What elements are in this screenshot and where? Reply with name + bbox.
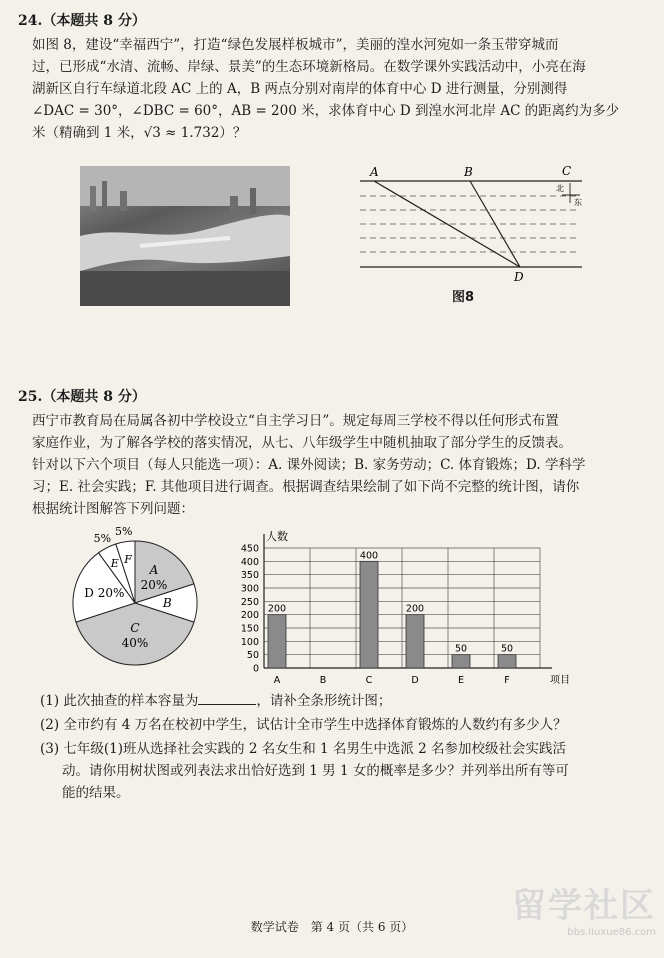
pie-percent-f: 5%: [115, 524, 133, 538]
x-tick-label: F: [504, 675, 510, 686]
q25-line: 西宁市教育局在局属各初中学校设立“自主学习日”。规定每周三学校不得以任何形式布置: [32, 413, 559, 429]
bar-a: [268, 615, 286, 668]
pie-label-e: E: [110, 557, 119, 571]
y-tick-label: 300: [240, 583, 259, 595]
y-tick-label: 450: [240, 543, 259, 555]
x-tick-label: E: [457, 675, 465, 686]
x-tick-label: C: [365, 675, 373, 686]
pie-percent-a: 20%: [140, 577, 168, 592]
q25-sub3-line: 能的结果。: [62, 785, 130, 801]
q25-sub1: [40, 690, 630, 712]
y-tick-label: 100: [240, 636, 259, 648]
point-b-label: B: [464, 165, 473, 179]
y-tick-label: 250: [240, 596, 259, 608]
y-tick-label: 50: [246, 650, 259, 662]
q25-line: 习；E. 社会实践；F. 其他项目进行调查。根据调查结果绘制了如下尚不完整的统计图，请你: [32, 479, 580, 495]
q25-text: [32, 410, 632, 520]
answer-blank: [198, 690, 256, 705]
compass-north-label: 北: [556, 184, 564, 193]
q24-text: [32, 34, 632, 144]
q25-title: 25.（本题共 8 分）: [18, 389, 146, 405]
q24-line: 过，已形成“水清、流畅、岸绿、景美”的生态环境新格局。在数学课外实践活动中，小亮在海: [32, 59, 586, 75]
bar-d: [406, 615, 424, 668]
point-d-label: D: [514, 270, 524, 284]
q24-line: 湖新区自行车绿道北段 AC 上的 A，B 两点分别对南岸的体育中心 D 进行测量，分别测得: [32, 81, 568, 97]
y-tick-label: 350: [240, 570, 259, 582]
bar-value-label: 200: [405, 603, 425, 615]
river-aerial-photo: [80, 166, 290, 306]
pie-chart: [65, 524, 205, 677]
q24-line: ∠DAC = 30°，∠DBC = 60°，AB = 200 米，求体育中心 D 到湟水河北岸 AC 的距离约为多少: [32, 103, 620, 119]
y-tick-label: 400: [240, 556, 259, 568]
pie-percent-e: 5%: [93, 531, 112, 545]
q24-title: 24.（本题共 8 分）: [18, 13, 146, 29]
q25-sub3-line: 动。请你用树状图或列表法求出恰好选到 1 男 1 女的概率是多少？并列举出所有等可: [62, 763, 569, 779]
y-axis-label: 人数: [266, 530, 288, 543]
q25-sub1-text-a: (1) 此次抽查的样本容量为: [40, 693, 199, 709]
point-a-label: A: [370, 165, 379, 179]
q24-line: 米（精确到 1 米，√3 ≈ 1.732）？: [32, 125, 247, 141]
figure-caption: 图8: [452, 290, 475, 305]
pie-label-a: A: [149, 562, 159, 577]
q25-sub1-text-b: ，请补全条形统计图；: [256, 693, 392, 709]
bar-f: [498, 655, 516, 668]
pie-percent-d: D 20%: [84, 586, 125, 601]
pie-label-f: F: [124, 552, 132, 566]
q25-sub3: [40, 738, 630, 804]
pie-label-c: C: [130, 621, 140, 636]
pie-label-b: B: [162, 596, 172, 610]
q25-sub3-line: (3) 七年级(1)班从选择社会实践的 2 名女生和 1 名男生中选派 2 名参加校级社会实践活: [40, 741, 567, 757]
x-axis-label: 项目: [550, 675, 570, 686]
bar-value-label: 200: [267, 603, 287, 615]
x-tick-label: A: [273, 675, 281, 686]
bar-value-label: 400: [359, 550, 379, 562]
bar-value-label: 50: [454, 643, 468, 655]
x-tick-label: D: [411, 675, 419, 686]
q24-line: 如图 8，建设“幸福西宁”，打造“绿色发展样板城市”，美丽的湟水河宛如一条玉带穿城而: [32, 37, 559, 53]
watermark-url: bbs.liuxue86.com: [567, 927, 656, 938]
bar-value-label: 50: [500, 643, 514, 655]
q25-sub2-text: (2) 全市约有 4 万名在校初中学生，试估计全市学生中选择体育锻炼的人数约有多少人？: [40, 717, 567, 733]
bar-e: [452, 655, 470, 668]
q25-sub2: [40, 714, 630, 736]
q25-line: 根据统计图解答下列问题：: [32, 501, 194, 517]
watermark-text: 留学社区: [512, 886, 656, 926]
q25-line: 家庭作业，为了解各学校的落实情况，从七、八年级学生中随机抽取了部分学生的反馈表。: [32, 435, 572, 451]
pie-percent-c: 40%: [121, 636, 149, 651]
point-c-label: C: [562, 164, 572, 178]
bar-chart: [218, 530, 570, 694]
watermark: [512, 878, 656, 938]
q25-line: 针对以下六个项目（每人只能选一项）：A. 课外阅读；B. 家务劳动；C. 体育锻炼；D. 学科学: [32, 457, 586, 473]
y-tick-label: 150: [240, 623, 259, 635]
compass-east-label: 东: [574, 198, 582, 207]
y-tick-label: 0: [252, 663, 259, 675]
page-footer: 数学试卷 第 4 页（共 6 页）: [250, 920, 414, 934]
x-tick-label: B: [319, 675, 327, 686]
figure-8-diagram: [350, 163, 590, 287]
y-tick-label: 200: [240, 610, 259, 622]
bar-c: [360, 561, 378, 668]
